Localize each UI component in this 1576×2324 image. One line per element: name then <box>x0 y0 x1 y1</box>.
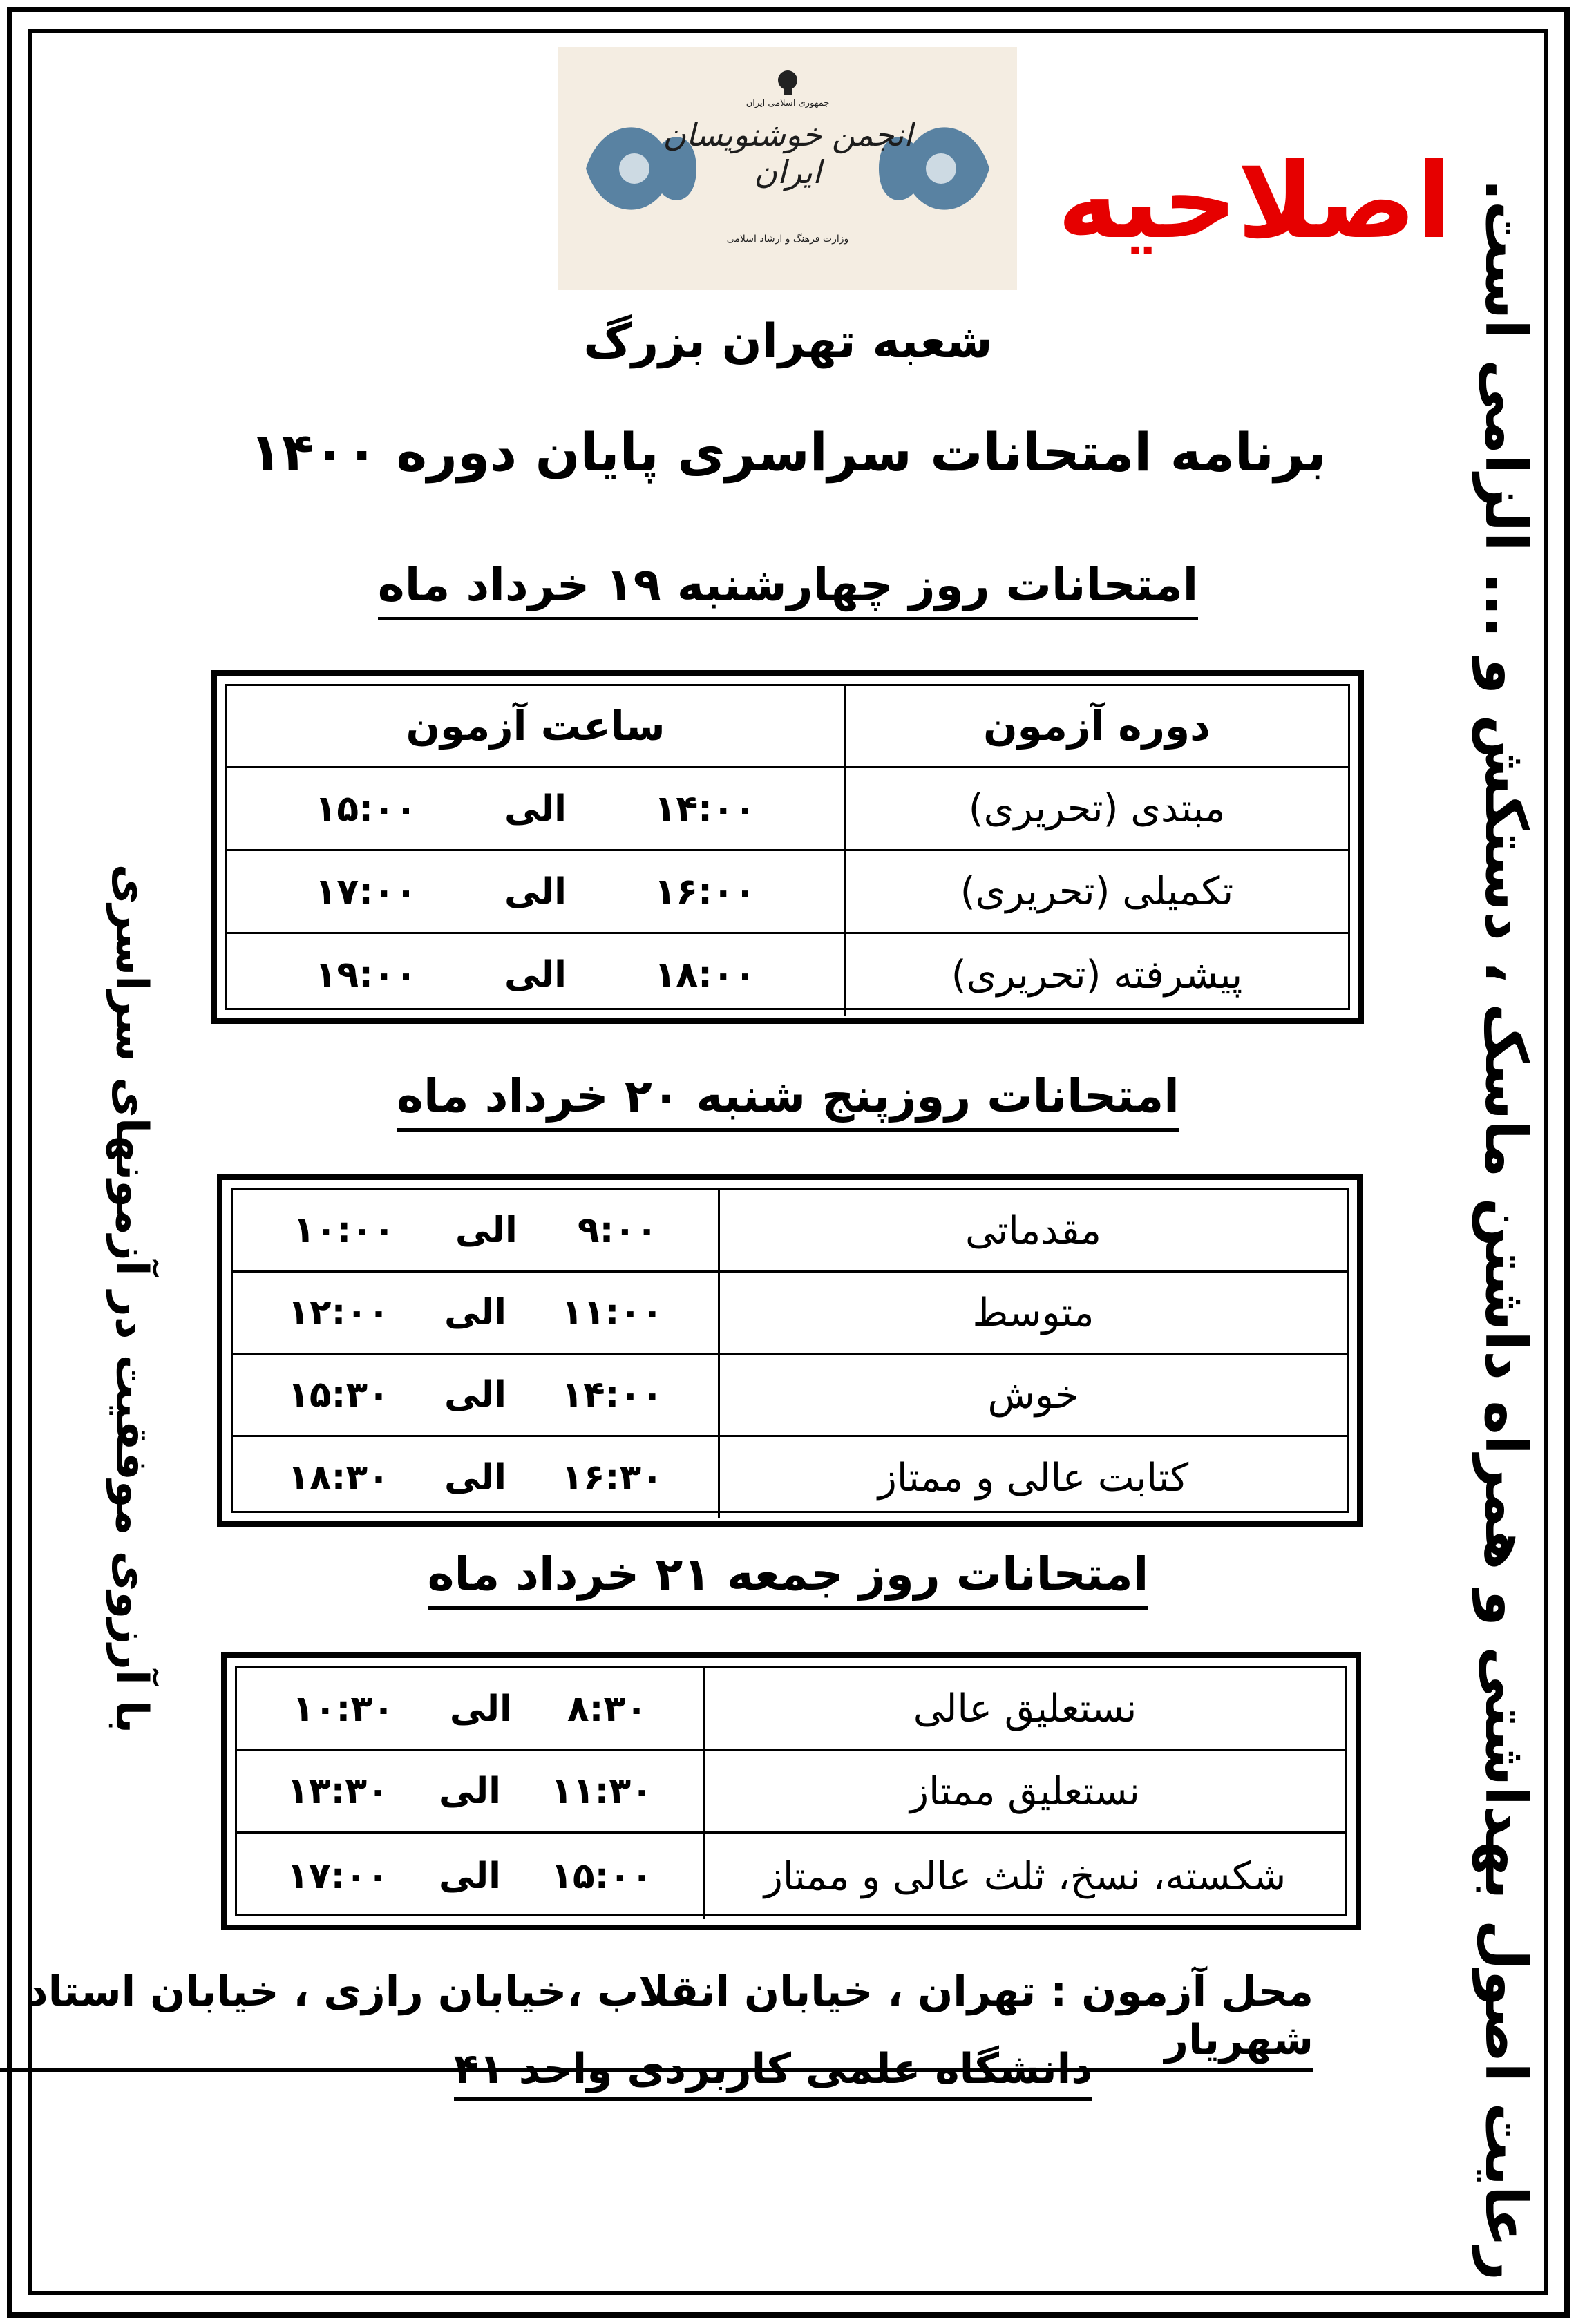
start-time: ۹:۰۰ <box>577 1210 658 1251</box>
start-time: ۱۴:۰۰ <box>561 1374 663 1416</box>
branch-title: شعبه تهران بزرگ <box>583 314 993 369</box>
exam-venue-university: دانشگاه علمی کاربردی واحد ۴۱ <box>454 2045 1092 2101</box>
time-separator: الی <box>444 1374 506 1416</box>
good-luck-note: با آرزوی موفقیت در آزمونهای سراسری <box>106 864 157 1734</box>
time-separator: الی <box>504 788 567 830</box>
header-course: دوره آزمون <box>844 686 1348 766</box>
time-separator: الی <box>444 1457 506 1498</box>
end-time: ۱۰:۰۰ <box>293 1210 395 1251</box>
table-row <box>227 851 1348 934</box>
start-time: ۱۴:۰۰ <box>654 788 757 830</box>
time-separator: الی <box>449 1688 512 1730</box>
end-time: ۱۰:۳۰ <box>292 1688 395 1730</box>
start-time: ۱۶:۳۰ <box>561 1457 663 1498</box>
time-cell <box>233 1190 718 1270</box>
table-row <box>227 768 1348 851</box>
course-cell: خوش <box>718 1355 1347 1435</box>
table-row <box>237 1751 1345 1834</box>
table-row <box>233 1190 1347 1273</box>
start-time: ۱۱:۳۰ <box>551 1771 653 1812</box>
start-time: ۸:۳۰ <box>567 1688 647 1730</box>
health-rules-note: رعایت اصول بهداشتی و همراه داشتن ماسک ، دستکش و ... الزامی است. <box>1472 178 1540 2281</box>
schedule-table <box>221 1652 1361 1930</box>
table-row <box>227 934 1348 1016</box>
day-heading: امتحانات روز جمعه ۲۱ خرداد ماه <box>0 1547 1576 1601</box>
start-time: ۱۱:۰۰ <box>561 1292 663 1333</box>
table-row <box>233 1273 1347 1355</box>
course-cell: مبتدی (تحریری) <box>844 768 1348 849</box>
table-header-row <box>227 686 1348 768</box>
end-time: ۱۷:۰۰ <box>314 870 417 913</box>
end-time: ۱۲:۰۰ <box>287 1292 390 1333</box>
time-cell <box>227 768 844 849</box>
course-cell: پیشرفته (تحریری) <box>844 934 1348 1016</box>
time-cell <box>227 851 844 932</box>
end-time: ۱۵:۳۰ <box>287 1374 390 1416</box>
time-cell <box>227 934 844 1016</box>
time-cell <box>233 1355 718 1435</box>
time-cell <box>237 1668 703 1749</box>
schedule-table <box>211 670 1364 1024</box>
start-time: ۱۸:۰۰ <box>654 954 757 996</box>
society-logo <box>558 47 1017 290</box>
course-cell: تکمیلی (تحریری) <box>844 851 1348 932</box>
program-title: برنامه امتحانات سراسری پایان دوره ۱۴۰۰ <box>249 421 1327 483</box>
logo-top-text: جمهوری اسلامی ایران <box>746 98 830 108</box>
course-cell: کتابت عالی و ممتاز <box>718 1437 1347 1518</box>
time-cell <box>233 1273 718 1353</box>
header-time: ساعت آزمون <box>406 703 665 750</box>
exam-venue-address: محل آزمون : تهران ، خیابان انقلاب ،خیابان رازی ، خیابان استاد شهریار <box>0 1968 1313 2072</box>
day-heading: امتحانات روزپنج شنبه ۲۰ خرداد ماه <box>0 1069 1576 1123</box>
day-heading: امتحانات روز چهارشنبه ۱۹ خرداد ماه <box>0 558 1576 611</box>
table-row <box>237 1834 1345 1919</box>
course-cell: مقدماتی <box>718 1190 1347 1270</box>
correction-label: اصلاحیه <box>1057 142 1452 262</box>
end-time: ۱۹:۰۰ <box>314 954 417 996</box>
time-cell <box>233 1437 718 1518</box>
time-cell <box>237 1751 703 1831</box>
course-cell: نستعلیق ممتاز <box>703 1751 1345 1831</box>
time-separator: الی <box>504 870 567 913</box>
logo-bottom-text: وزارت فرهنگ و ارشاد اسلامی <box>726 234 849 245</box>
table-row <box>233 1355 1347 1437</box>
logo-calligraphy: انجمن خوشنویسان ایران <box>663 116 913 191</box>
schedule-table <box>217 1174 1363 1527</box>
course-cell: متوسط <box>718 1273 1347 1353</box>
start-time: ۱۶:۰۰ <box>654 870 757 913</box>
table-row <box>233 1437 1347 1518</box>
start-time: ۱۵:۰۰ <box>551 1856 653 1897</box>
table-row <box>237 1668 1345 1751</box>
course-cell: شکسته، نسخ، ثلث عالی و ممتاز <box>703 1834 1345 1919</box>
end-time: ۱۵:۰۰ <box>314 788 417 830</box>
end-time: ۱۸:۳۰ <box>287 1457 390 1498</box>
time-separator: الی <box>504 954 567 996</box>
time-separator: الی <box>439 1856 501 1897</box>
time-separator: الی <box>444 1292 506 1333</box>
end-time: ۱۷:۰۰ <box>287 1856 389 1897</box>
time-cell <box>237 1834 703 1919</box>
inner-frame <box>28 29 1548 2295</box>
course-cell: نستعلیق عالی <box>703 1668 1345 1749</box>
time-separator: الی <box>455 1210 518 1251</box>
time-separator: الی <box>439 1771 501 1812</box>
end-time: ۱۳:۳۰ <box>287 1771 389 1812</box>
